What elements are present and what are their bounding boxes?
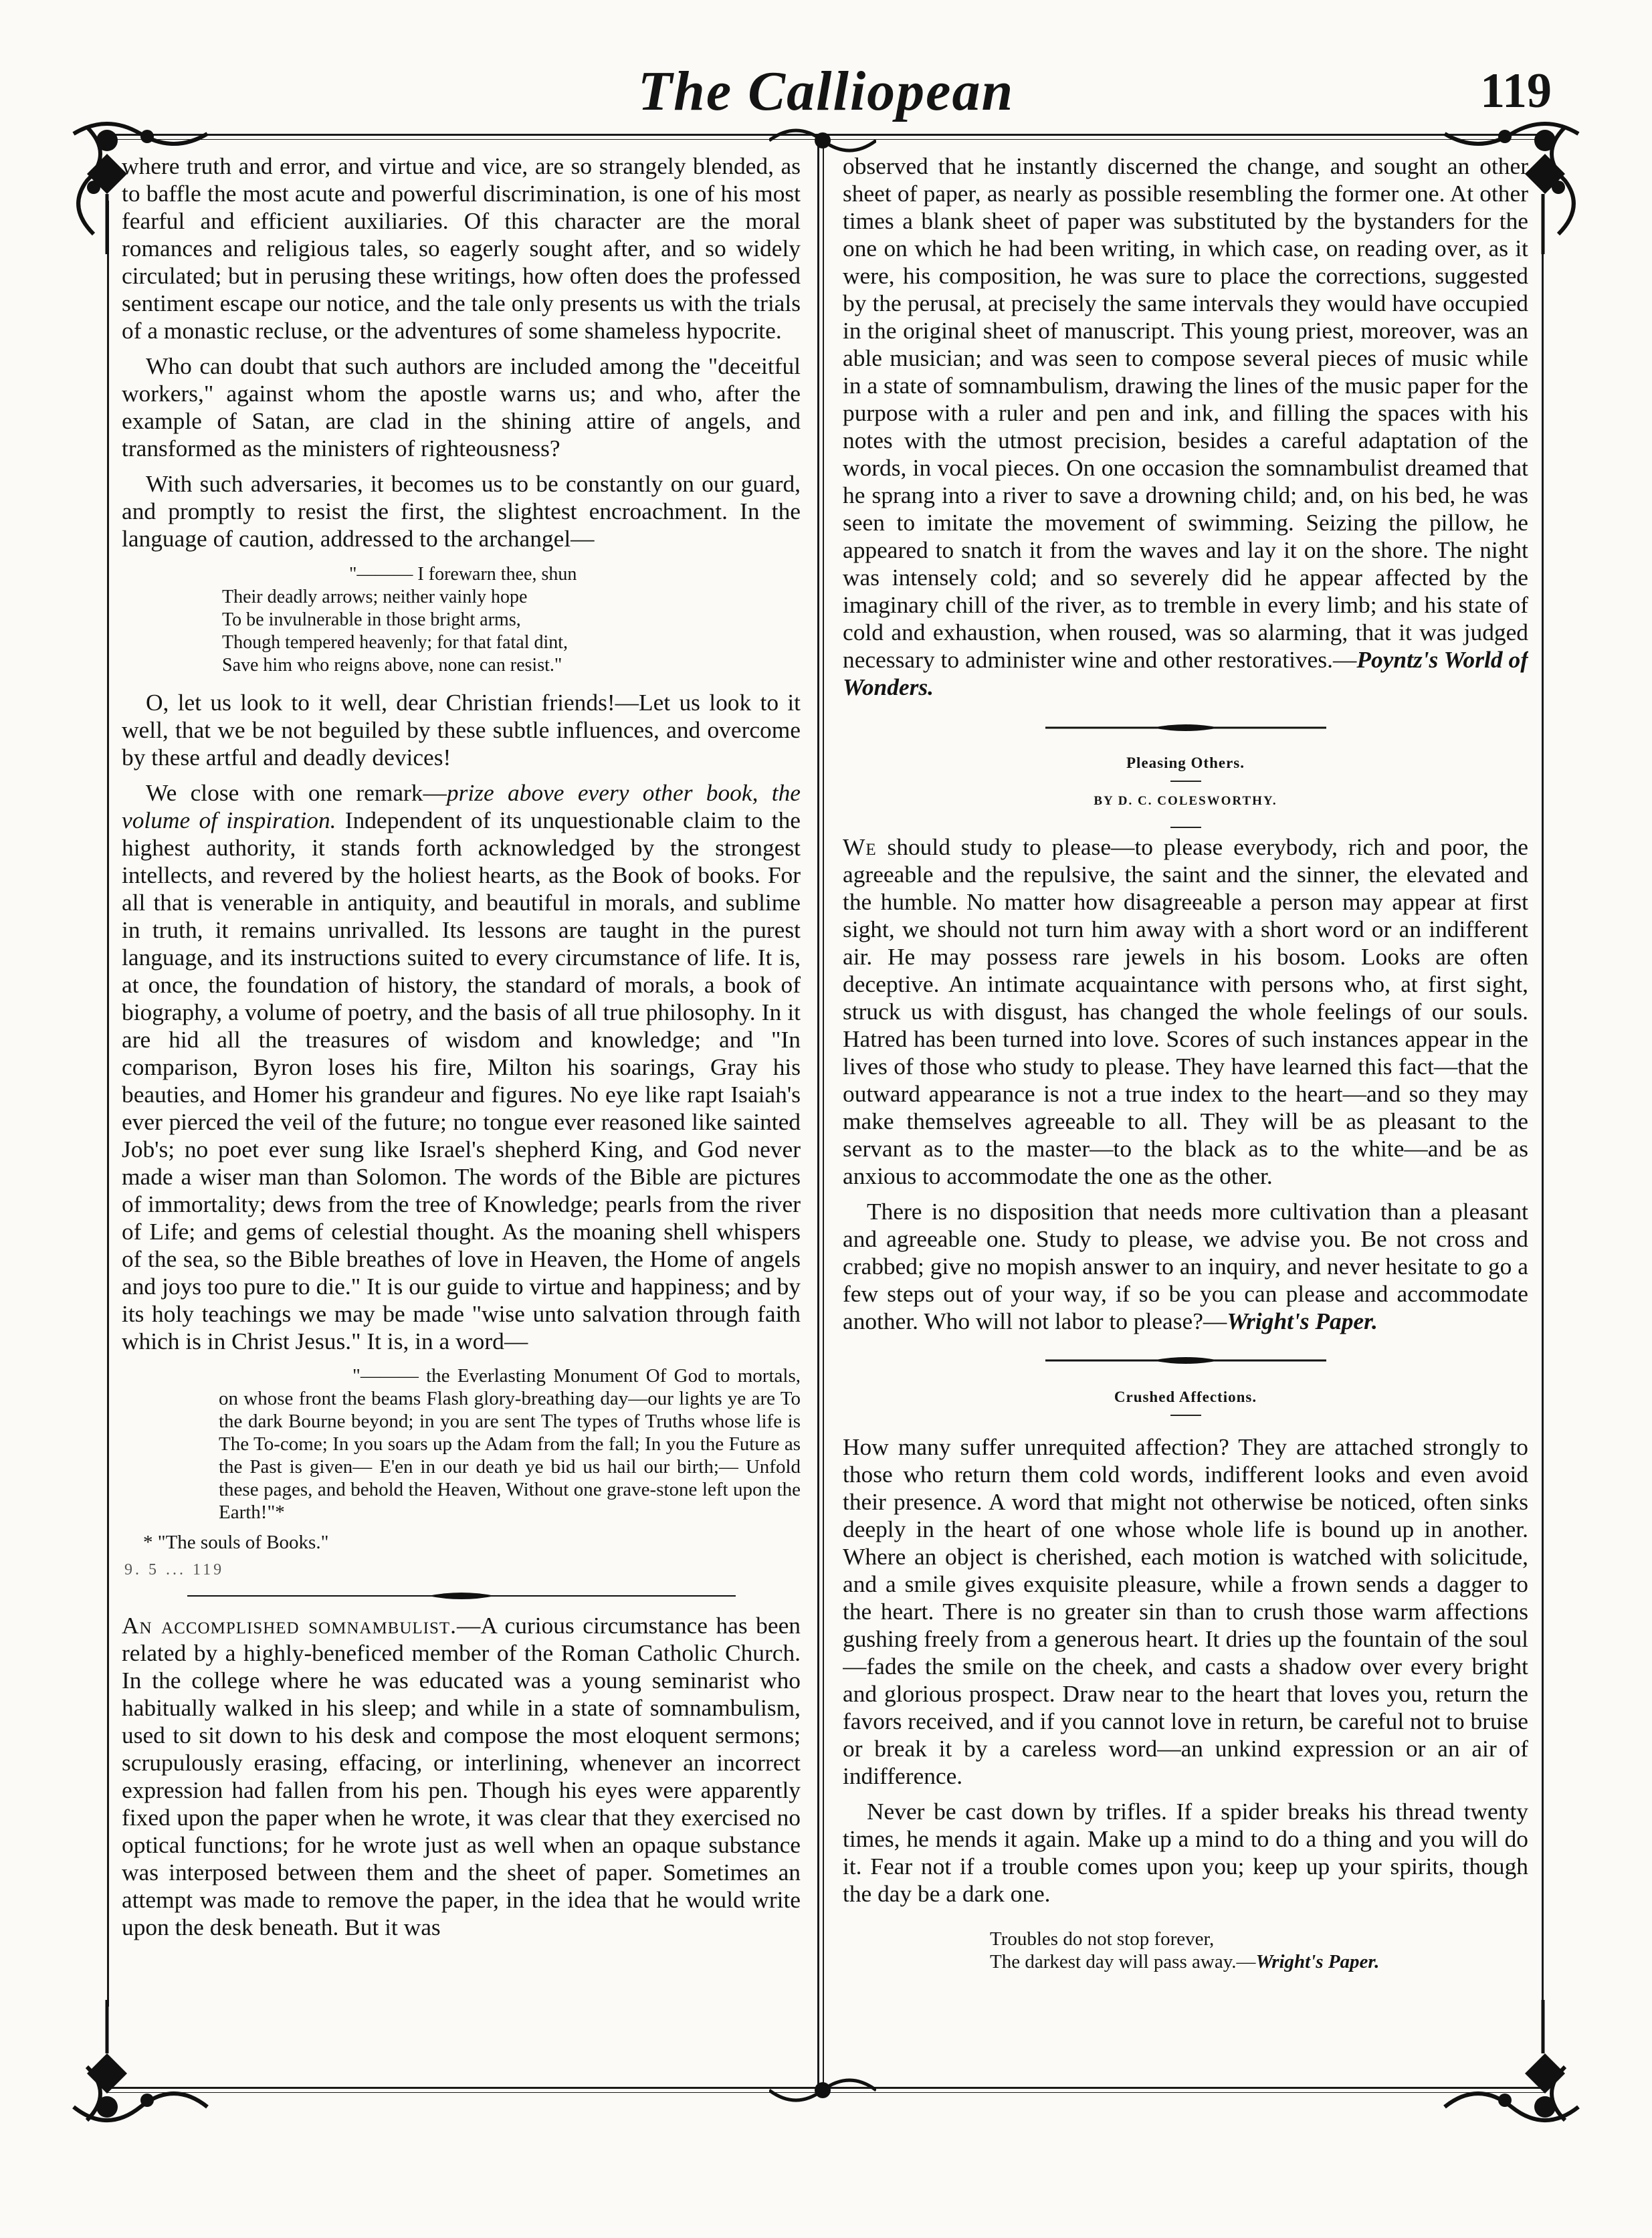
poem-line: Flash glory-breathing day—our lights ye are — [426, 1388, 776, 1409]
poem-line: "——— the Everlasting Monument — [352, 1365, 639, 1387]
left-column — [122, 152, 801, 2072]
poem-line: Of God to mortals, on whose front the beams — [219, 1365, 801, 1409]
article-title: Pleasing Others. — [1126, 754, 1245, 771]
title-rule — [1170, 827, 1201, 828]
paragraph — [122, 779, 801, 1355]
source-citation: Poyntz's World of Wonders. — [843, 646, 1528, 700]
column-divider-rule-2 — [823, 140, 824, 2087]
column-divider-rule — [817, 140, 819, 2087]
paragraph — [843, 152, 1528, 701]
text-run: The darkest day will pass away.— — [990, 1951, 1256, 1972]
title-rule — [1170, 1415, 1201, 1416]
poem-line: E'en in our death ye bid us hail our birth;— — [379, 1456, 738, 1478]
section-divider — [1045, 1354, 1326, 1367]
paragraph: Never be cast down by trifles. If a spider breaks his thread twenty times, he mends it again. Make up a mind to do a thing and you will do it. Fear not if a trouble comes upon you; keep up your spirits, though the day be a dark one. — [843, 1798, 1528, 1907]
title-rule — [1170, 781, 1201, 782]
poem-line: Though tempered heavenly; for that fatal dint, — [222, 632, 569, 653]
poem-quotation — [222, 563, 801, 677]
text-run: —A curious circumstance has been related by a highly-beneficed member of the Roman Catholic Church. In the college where he was educated was a young seminarist who habitually walked in his sleep; and while in a state of somnambulism, used to sit down to his desk and compose the most eloquent sermons; scrupulously erasing, effacing, or interlining, whenever an incorrect expression had fallen from his pen. Though his eyes were apparently fixed upon the paper when he wrote, it was clear that they exercised no optical functions; for he wrote just as well when an opaque substance was interposed between them and the sheet of paper. Sometimes an attempt was made to remove the paper, in the idea that he would write upon the desk beneath. But it was — [122, 1612, 801, 1940]
page-number: 119 — [1480, 64, 1552, 118]
closing-couplet — [990, 1928, 1528, 1973]
poem-line: To be invulnerable in those bright arms, — [222, 609, 521, 630]
frame-right-rule — [1542, 201, 1544, 2007]
text-run: There is no disposition that needs more cultivation than a pleasant and agreeable one. Study to please, we advise you. Be not cross and crabbed; give no mopish answer to an inquiry, and never hesitate to go a few steps out of your way, if so be you can please and accommodate another. Who will not labor to please?— — [843, 1198, 1528, 1334]
masthead-title: The Calliopean — [637, 60, 1015, 122]
article-byline: BY D. C. COLESWORTHY. — [1094, 794, 1277, 808]
source-citation: Wright's Paper. — [1227, 1308, 1378, 1334]
lead-word: We — [843, 833, 877, 860]
footnote: * "The souls of Books." — [143, 1532, 329, 1553]
poem-line: In you soars up the Adam from the fall; — [332, 1433, 640, 1455]
poem-line: Unfold these pages, and behold the Heaven, — [219, 1456, 801, 1500]
paragraph — [843, 1198, 1528, 1335]
section-divider — [1045, 721, 1326, 734]
source-citation: Wright's Paper. — [1255, 1951, 1380, 1972]
article-heading: An accomplished somnambulist. — [122, 1612, 457, 1639]
text-run: should study to please—to please everybody, rich and poor, the agreeable and the repulsive, the saint and the sinner, the elevated and the humble. No matter how disagreeable a person may appear at first sight, we should not turn him away with a short word or an indifferent air. He may possess rare jewels in his bosom. Looks are often deceptive. An intimate acquaintance with persons who, at first sight, struck us with disgust, has changed the whole feelings of our souls. Hatred has been turned into love. Scores of such instances appear in the lives of those who study to please. They have learned this fact—that the outward appearance is not a true index to the heart—and so they may make themselves agreeable to all. They will be as pleasant to the servant as to the master—to the black as to the white—and be as anxious to accommodate the one as the other. — [843, 833, 1528, 1189]
poem-line: "——— I forewarn thee, shun — [349, 564, 577, 585]
print-fragment: 9. 5 ... 119 — [124, 1561, 225, 1579]
poem-line: In you the Future as the Past is given— — [219, 1433, 801, 1478]
poem-line: Save him who reigns above, none can resist." — [222, 655, 562, 676]
paragraph: Who can doubt that such authors are included among the "deceitful workers," against whom the apostle warns us; and who, after the example of Satan, are clad in the shining attire of angels, and transformed as the ministers of righteousness? — [122, 352, 801, 462]
article-paragraph — [122, 1612, 801, 1941]
paragraph — [843, 833, 1528, 1190]
right-column — [843, 152, 1528, 2072]
poem-quotation — [219, 1364, 801, 1524]
paragraph: How many suffer unrequited affection? They are attached strongly to those who return them cold words, indifferent looks and even avoid their presence. A word that might not otherwise be noticed, often sinks deeply in the heart of one whose whole life is bound up in another. Where an object is cherished, each motion is watched with solicitude, and a smile gives exquisite pleasure, while a frown sends a dagger to the heart. There is no greater sin than to crush those warm affections gushing freely from a generous heart. It dries up the fountain of the soul—fades the smile on the cheek, and casts a shadow over every bright and glorious prospect. Draw near to the heart that loves you, return the favors received, and if you cannot love in return, be careful not to bruise or break it by a careless word—an unkind expression or an air of indifference. — [843, 1433, 1528, 1789]
frame-left-rule — [107, 201, 109, 2007]
article-title: Crushed Affections. — [1114, 1389, 1257, 1405]
ornament-bottom-center — [769, 2070, 876, 2110]
poem-line: Their deadly arrows; neither vainly hope — [222, 587, 528, 607]
paragraph: With such adversaries, it becomes us to be constantly on our guard, and promptly to resist the first, the slightest encroachment. In the language of caution, addressed to the archangel— — [122, 470, 801, 552]
paragraph: where truth and error, and virtue and vice, are so strangely blended, as to baffle the most acute and powerful discrimination, is one of his most fearful and efficient auxiliaries. Of this character are the moral romances and religious tales, so eagerly sought after, and so widely circulated; but in perusing these writings, how often does the professed sentiment escape our notice, and the tale only presents us with the trials of a monastic recluse, or the adventures of some shameless hypocrite. — [122, 152, 801, 344]
couplet-line: Troubles do not stop forever, — [990, 1928, 1215, 1950]
paragraph: O, let us look to it well, dear Christian friends!—Let us look to it well, that we be not beguiled by these subtle influences, and overcome by these artful and deadly devices! — [122, 689, 801, 771]
poem-line: To the dark Bourne beyond; in you are sent — [219, 1388, 801, 1432]
text-run: observed that he instantly discerned the change, and sought an other sheet of paper, as nearly as possible resembling the former one. At other times a blank sheet of paper was substituted by the bystanders for the one on which he had been writing, in which case, on reading over, as it were, his composition, he was sure to place the corrections, suggested by the perusal, at precisely the same intervals they would have occupied in the original sheet of manuscript. This young priest, moreover, was an able musician; and was seen to compose several pieces of music while in a state of somnambulism, drawing the lines of the music paper for the purpose with a ruler and pen and ink, and filling the spaces with his notes with the utmost precision, besides a careful adaptation of the words, in vocal pieces. On one occasion the somnambulist dreamed that he sprang into a river to save a drowning child; and, on his bed, he was seen to imitate the movement of swimming. Seizing the pillow, he appeared to snatch it from the waves and lay it on the shore. The night was intensely cold; and so severely did he appear affected by the imaginary chill of the river, as to tremble in every limb; and his state of cold and exhaustion, when roused, was so alarming, that it was judged necessary to administer wine and other restoratives.— — [843, 152, 1528, 673]
emphasis-text: prize above every other book, the volume of inspiration. — [122, 779, 801, 833]
section-divider — [187, 1589, 736, 1603]
couplet-line — [990, 1950, 1528, 1973]
text-run: We close with one remark— — [146, 779, 447, 806]
poem-line: The types of Truths whose life is The To-come; — [219, 1411, 801, 1455]
poem-line: Without one grave-stone left upon the Earth!"* — [219, 1479, 801, 1523]
text-run: Independent of its unquestionable claim to the highest authority, it stands forth acknowledged by the strongest intellects, and revered by the holiest hearts, as the Book of books. For all that is venerable in antiquity, and beautiful in morals, and sublime in truth, it remains unrivalled. Its lessons are taught in the purest language, and its instructions suited to every circumstance of life. It is, at once, the foundation of history, the standard of morals, a book of biography, a volume of poetry, and the basis of all true philosophy. In it are hid all the treasures of wisdom and knowledge; and "In comparison, Byron loses his fire, Milton his soarings, Gray his beauties, and Homer his grandeur and figures. No eye like rapt Isaiah's ever pierced the veil of the future; no tongue ever reasoned like sainted Job's; no poet ever sung like Israel's shepherd King, and God never made a wiser man than Solomon. The words of the Bible are pictures of immortality; dews from the tree of Knowledge; pearls from the river of Life; and gems of celestial thought. As the moaning shell whispers of the sea, so the Bible breathes of love in Heaven, the Home of angels and joys too pure to die." It is our guide to virtue and happiness; and by its holy teachings we may be made "wise unto salvation through faith which is in Christ Jesus." It is, in a word— — [122, 807, 801, 1354]
